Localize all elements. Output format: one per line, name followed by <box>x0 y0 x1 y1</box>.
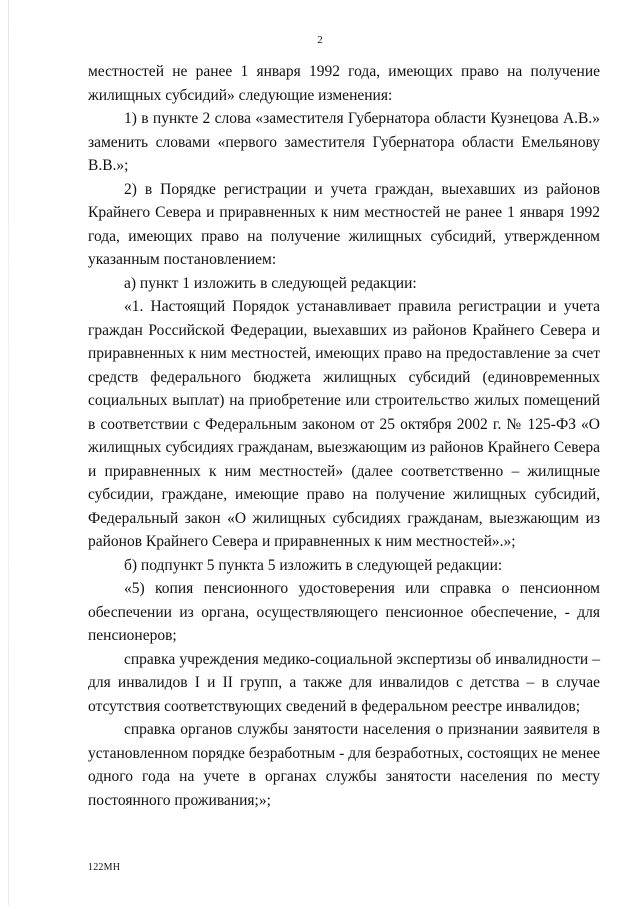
paragraph-quoted-subpoint-5: «5) копия пенсионного удостоверения или справка о пенсионном обеспечении из органа, осуществляющего пенсионное обеспечение, - для пенсионеров; <box>88 580 600 644</box>
paragraph-disability-certificate: справка учреждения медико-социальной экспертизы об инвалидности – для инвалидов I и II групп, а также для инвалидов с детства – в случае отсутствия соответствующих сведений в федеральном реестре инвалидов; <box>88 650 600 715</box>
document-body <box>88 60 600 812</box>
paragraph-continuation: местностей не ранее 1 января 1992 года, имеющих право на получение жилищных субсидий» следующие изменения: <box>88 63 600 104</box>
paragraph-subitem-a: а) пункт 1 изложить в следующей редакции: <box>124 274 417 292</box>
document-code: 122МН <box>88 862 121 873</box>
paragraph-quoted-point-1: «1. Настоящий Порядок устанавливает правила регистрации и учета граждан Российской Федерации, выехавших из районов Крайнего Севера и приравненных к ним местностей, имеющих право на предоставление за счет средств федерального бюджета жилищных субсидий (единовременных социальных выплат) на приобретение или строительство жилых помещений в соответствии с Федеральным законом от 25 октября 2002 г. № 125-ФЗ «О жилищных субсидиях гражданам, выезжающим из районов Крайнего Севера и приравненных к ним местностей» (далее соответственно – жилищные субсидии, граждане, имеющие право на получение жилищных субсидий, Федеральный закон «О жилищных субсидиях гражданам, выезжающим из районов Крайнего Севера и приравненных к ним местностей».»; <box>88 298 600 550</box>
paragraph-item-2: 2) в Порядке регистрации и учета граждан, выехавших из районов Крайнего Севера и приравненных к ним местностей не ранее 1 января 1992 года, имеющих право на получение жилищных субсидий, утвержденном указанным постановлением: <box>88 180 600 268</box>
scan-edge <box>8 0 9 905</box>
page-number: 2 <box>317 34 323 46</box>
paragraph-subitem-b: б) подпункт 5 пункта 5 изложить в следующей редакции: <box>124 556 503 574</box>
paragraph-item-1: 1) в пункте 2 слова «заместителя Губернатора области Кузнецова А.В.» заменить словами «первого заместителя Губернатора области Емельянову В.В.»; <box>88 110 600 174</box>
paragraph-employment-certificate: справка органов службы занятости населения о признании заявителя в установленном порядке безработным - для безработных, состоящих не менее одного года на учете в органах службы занятости населения по месту постоянного проживания;»; <box>88 721 600 809</box>
